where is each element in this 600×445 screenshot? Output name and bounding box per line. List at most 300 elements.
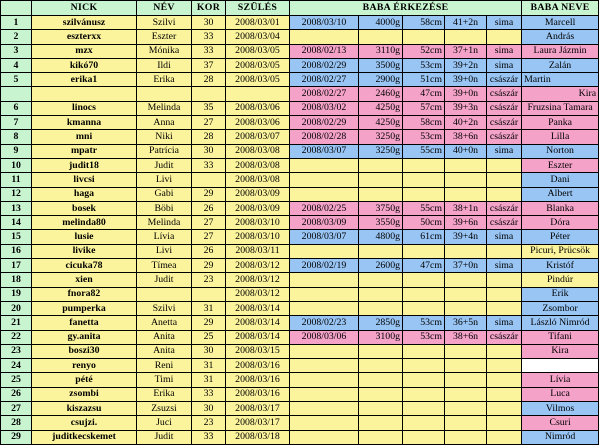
row-index: 9	[1, 144, 32, 158]
table-row	[1, 259, 599, 273]
gestation-cell: 38+6n	[445, 330, 487, 344]
kor-cell: 33	[192, 387, 226, 401]
birth-type-cell: sima	[487, 16, 522, 30]
row-index: 10	[1, 158, 32, 172]
nick-cell: livcsi	[32, 173, 137, 187]
gestation-cell: 38+6n	[445, 130, 487, 144]
arrival-date-cell	[290, 416, 359, 430]
arrival-date-cell: 2008/03/06	[290, 330, 359, 344]
szules-cell: 2008/03/18	[226, 430, 290, 444]
length-cell: 51cm	[403, 73, 445, 87]
weight-cell	[359, 430, 403, 444]
baby-name-cell: Kira	[522, 87, 599, 101]
table-row	[1, 173, 599, 187]
baby-name-cell: Eszter	[522, 158, 599, 172]
length-cell	[403, 430, 445, 444]
weight-cell: 4000g	[359, 16, 403, 30]
baby-name-cell: Lilla	[522, 130, 599, 144]
birth-type-cell	[487, 416, 522, 430]
szules-cell: 2008/03/12	[226, 287, 290, 301]
length-cell: 57cm	[403, 101, 445, 115]
birth-type-cell: sima	[487, 58, 522, 72]
row-index: 24	[1, 359, 32, 373]
nev-cell: Judit	[137, 273, 192, 287]
arrival-date-cell: 2008/02/13	[290, 44, 359, 58]
gestation-cell: 39+4n	[445, 230, 487, 244]
birth-type-cell	[487, 30, 522, 44]
birth-type-cell: császár	[487, 201, 522, 215]
gestation-cell	[445, 387, 487, 401]
length-cell	[403, 187, 445, 201]
arrival-date-cell	[290, 287, 359, 301]
header-index	[1, 1, 32, 16]
header-kor: KOR	[192, 1, 226, 16]
gestation-cell: 39+6n	[445, 216, 487, 230]
birth-type-cell	[487, 158, 522, 172]
kor-cell: 31	[192, 359, 226, 373]
weight-cell: 3250g	[359, 130, 403, 144]
gestation-cell	[445, 244, 487, 258]
kor-cell: 29	[192, 259, 226, 273]
kor-cell: 30	[192, 16, 226, 30]
birth-type-cell: sima	[487, 316, 522, 330]
length-cell	[403, 373, 445, 387]
weight-cell	[359, 187, 403, 201]
length-cell	[403, 158, 445, 172]
weight-cell	[359, 173, 403, 187]
length-cell: 58cm	[403, 16, 445, 30]
szules-cell: 2008/03/16	[226, 387, 290, 401]
length-cell: 53cm	[403, 58, 445, 72]
table-row	[1, 216, 599, 230]
weight-cell	[359, 244, 403, 258]
szules-cell: 2008/03/01	[226, 16, 290, 30]
weight-cell: 3110g	[359, 44, 403, 58]
nick-cell: pumperka	[32, 301, 137, 315]
row-index: 26	[1, 387, 32, 401]
table-row	[1, 359, 599, 373]
nev-cell: Ildi	[137, 58, 192, 72]
baby-name-cell: László Nimród	[522, 316, 599, 330]
weight-cell: 2900g	[359, 73, 403, 87]
nick-cell: mpatr	[32, 144, 137, 158]
weight-cell: 4250g	[359, 116, 403, 130]
weight-cell	[359, 416, 403, 430]
weight-cell: 3250g	[359, 144, 403, 158]
gestation-cell	[445, 158, 487, 172]
length-cell	[403, 387, 445, 401]
weight-cell: 2600g	[359, 259, 403, 273]
table-row	[1, 58, 599, 72]
baby-name-cell: Péter	[522, 230, 599, 244]
szules-cell: 2008/03/10	[226, 230, 290, 244]
birth-type-cell: császár	[487, 216, 522, 230]
birth-type-cell: császár	[487, 87, 522, 101]
kor-cell: 23	[192, 273, 226, 287]
table-row	[1, 287, 599, 301]
arrival-date-cell: 2008/02/28	[290, 130, 359, 144]
row-index: 15	[1, 230, 32, 244]
baby-name-cell: Picuri, Prücsök	[522, 244, 599, 258]
length-cell	[403, 416, 445, 430]
weight-cell	[359, 359, 403, 373]
gestation-cell	[445, 430, 487, 444]
gestation-cell: 39+0n	[445, 87, 487, 101]
gestation-cell: 39+3n	[445, 101, 487, 115]
gestation-cell	[445, 373, 487, 387]
nick-cell: szilvánusz	[32, 16, 137, 30]
arrival-date-cell	[290, 402, 359, 416]
baby-name-cell: Vilmos	[522, 402, 599, 416]
baby-name-cell: Lívia	[522, 373, 599, 387]
szules-cell: 2008/03/06	[226, 116, 290, 130]
gestation-cell: 39+0n	[445, 73, 487, 87]
nick-cell: kmanna	[32, 116, 137, 130]
weight-cell: 3750g	[359, 201, 403, 215]
table-row	[1, 273, 599, 287]
nev-cell: Szilvi	[137, 301, 192, 315]
nev-cell: Judit	[137, 430, 192, 444]
nev-cell	[137, 87, 192, 101]
nick-cell: erika1	[32, 73, 137, 87]
baby-name-cell: Norton	[522, 144, 599, 158]
row-index: 23	[1, 344, 32, 358]
kor-cell: 27	[192, 230, 226, 244]
baby-name-cell: Panka	[522, 116, 599, 130]
nev-cell: Melinda	[137, 101, 192, 115]
nev-cell: Erika	[137, 73, 192, 87]
nick-cell: lusie	[32, 230, 137, 244]
nick-cell: pété	[32, 373, 137, 387]
row-index: 16	[1, 244, 32, 258]
row-index: 11	[1, 173, 32, 187]
nick-cell: cicuka78	[32, 259, 137, 273]
nick-cell: juditkecskemet	[32, 430, 137, 444]
birth-type-cell	[487, 387, 522, 401]
length-cell: 47cm	[403, 259, 445, 273]
baby-name-cell: Albert	[522, 187, 599, 201]
nick-cell: gy.anita	[32, 330, 137, 344]
kor-cell: 33	[192, 30, 226, 44]
kor-cell: 25	[192, 330, 226, 344]
arrival-date-cell: 2008/03/07	[290, 230, 359, 244]
row-index: 21	[1, 316, 32, 330]
birth-type-cell: császár	[487, 73, 522, 87]
baby-name-cell: András	[522, 30, 599, 44]
szules-cell: 2008/03/17	[226, 402, 290, 416]
nev-cell: Juci	[137, 416, 192, 430]
table-row	[1, 116, 599, 130]
length-cell	[403, 244, 445, 258]
nev-cell: Böbi	[137, 201, 192, 215]
weight-cell: 2850g	[359, 316, 403, 330]
length-cell: 55cm	[403, 201, 445, 215]
nick-cell: judit18	[32, 158, 137, 172]
row-index	[1, 87, 32, 101]
nev-cell	[137, 287, 192, 301]
nev-cell: Livi	[137, 173, 192, 187]
arrival-date-cell	[290, 158, 359, 172]
nev-cell: Niki	[137, 130, 192, 144]
kor-cell: 33	[192, 44, 226, 58]
weight-cell: 4800g	[359, 230, 403, 244]
kor-cell: 31	[192, 301, 226, 315]
birth-type-cell	[487, 402, 522, 416]
row-index: 7	[1, 116, 32, 130]
birth-type-cell	[487, 373, 522, 387]
arrival-date-cell: 2008/02/27	[290, 73, 359, 87]
nick-cell: haga	[32, 187, 137, 201]
nick-cell: bosek	[32, 201, 137, 215]
weight-cell	[359, 402, 403, 416]
table-row	[1, 301, 599, 315]
szules-cell: 2008/03/12	[226, 273, 290, 287]
szules-cell: 2008/03/08	[226, 158, 290, 172]
weight-cell: 3500g	[359, 58, 403, 72]
table-row	[1, 158, 599, 172]
nev-cell: Anita	[137, 344, 192, 358]
arrival-date-cell: 2008/03/10	[290, 16, 359, 30]
table-row	[1, 330, 599, 344]
row-index: 8	[1, 130, 32, 144]
header-nev: NÉV	[137, 1, 192, 16]
weight-cell	[359, 373, 403, 387]
weight-cell	[359, 158, 403, 172]
table-row	[1, 316, 599, 330]
nick-cell: melinda80	[32, 216, 137, 230]
nev-cell: Lívia	[137, 230, 192, 244]
kor-cell: 28	[192, 73, 226, 87]
row-index: 19	[1, 287, 32, 301]
nick-cell: livike	[32, 244, 137, 258]
baby-name-cell: Erik	[522, 287, 599, 301]
row-index: 1	[1, 16, 32, 30]
birth-type-cell	[487, 430, 522, 444]
weight-cell	[359, 387, 403, 401]
arrival-date-cell	[290, 344, 359, 358]
gestation-cell	[445, 416, 487, 430]
row-index: 6	[1, 101, 32, 115]
nick-cell: fanetta	[32, 316, 137, 330]
kor-cell: 23	[192, 416, 226, 430]
baby-name-cell: Blanka	[522, 201, 599, 215]
row-index: 14	[1, 216, 32, 230]
szules-cell: 2008/03/16	[226, 373, 290, 387]
kor-cell	[192, 287, 226, 301]
nev-cell: Gabi	[137, 187, 192, 201]
header-row	[1, 1, 599, 16]
birth-type-cell: császár	[487, 101, 522, 115]
gestation-cell: 40+2n	[445, 116, 487, 130]
table-row	[1, 344, 599, 358]
baby-name-cell: Zalán	[522, 58, 599, 72]
gestation-cell: 37+0n	[445, 259, 487, 273]
row-index: 12	[1, 187, 32, 201]
birth-type-cell	[487, 173, 522, 187]
table-row	[1, 387, 599, 401]
birth-type-cell	[487, 187, 522, 201]
szules-cell: 2008/03/05	[226, 73, 290, 87]
nev-cell: Szilvi	[137, 16, 192, 30]
gestation-cell: 40+0n	[445, 144, 487, 158]
szules-cell: 2008/03/09	[226, 187, 290, 201]
kor-cell: 31	[192, 373, 226, 387]
birth-type-cell	[487, 273, 522, 287]
weight-cell	[359, 287, 403, 301]
table-row	[1, 73, 599, 87]
arrival-date-cell	[290, 359, 359, 373]
header-baba-neve: BABA NEVE	[522, 1, 599, 16]
row-index: 20	[1, 301, 32, 315]
szules-cell	[226, 87, 290, 101]
table-row	[1, 416, 599, 430]
length-cell	[403, 344, 445, 358]
nev-cell: Anita	[137, 330, 192, 344]
nev-cell: Livi	[137, 244, 192, 258]
row-index: 4	[1, 58, 32, 72]
arrival-date-cell: 2008/03/02	[290, 101, 359, 115]
birth-type-cell: császár	[487, 116, 522, 130]
gestation-cell: 41+2n	[445, 16, 487, 30]
kor-cell: 29	[192, 316, 226, 330]
nick-cell: linocs	[32, 101, 137, 115]
length-cell	[403, 301, 445, 315]
arrival-date-cell: 2008/03/09	[290, 216, 359, 230]
kor-cell: 30	[192, 402, 226, 416]
szules-cell: 2008/03/11	[226, 244, 290, 258]
nev-cell: Anetta	[137, 316, 192, 330]
weight-cell: 2460g	[359, 87, 403, 101]
table-row	[1, 87, 599, 101]
weight-cell	[359, 344, 403, 358]
gestation-cell	[445, 359, 487, 373]
gestation-cell: 36+5n	[445, 316, 487, 330]
length-cell: 61cm	[403, 230, 445, 244]
table-row	[1, 430, 599, 444]
birth-type-cell: császár	[487, 130, 522, 144]
kor-cell: 30	[192, 144, 226, 158]
kor-cell: 26	[192, 244, 226, 258]
header-baba-erkezese: BABA ÉRKEZÉSE	[290, 1, 522, 16]
kor-cell: 27	[192, 216, 226, 230]
baby-name-cell: Marcell	[522, 16, 599, 30]
length-cell	[403, 273, 445, 287]
szules-cell: 2008/03/16	[226, 359, 290, 373]
row-index: 3	[1, 44, 32, 58]
nick-cell	[32, 87, 137, 101]
row-index: 25	[1, 373, 32, 387]
szules-cell: 2008/03/05	[226, 44, 290, 58]
kor-cell	[192, 173, 226, 187]
baby-name-cell: Csuri	[522, 416, 599, 430]
nick-cell: kiszazsu	[32, 402, 137, 416]
arrival-date-cell: 2008/02/23	[290, 316, 359, 330]
birth-type-cell: császár	[487, 330, 522, 344]
nev-cell: Tímea	[137, 259, 192, 273]
kor-cell: 30	[192, 344, 226, 358]
birth-type-cell	[487, 301, 522, 315]
arrival-date-cell: 2008/02/29	[290, 116, 359, 130]
nev-cell: Eszter	[137, 30, 192, 44]
szules-cell: 2008/03/14	[226, 330, 290, 344]
arrival-date-cell: 2008/03/07	[290, 144, 359, 158]
szules-cell: 2008/03/14	[226, 316, 290, 330]
row-index: 27	[1, 402, 32, 416]
baby-name-cell	[522, 359, 599, 373]
gestation-cell: 38+1n	[445, 201, 487, 215]
row-index: 28	[1, 416, 32, 430]
gestation-cell	[445, 344, 487, 358]
header-nick: NICK	[32, 1, 137, 16]
gestation-cell	[445, 30, 487, 44]
length-cell	[403, 402, 445, 416]
length-cell: 55cm	[403, 144, 445, 158]
arrival-date-cell: 2008/02/25	[290, 201, 359, 215]
nev-cell: Patrícia	[137, 144, 192, 158]
szules-cell: 2008/03/08	[226, 173, 290, 187]
nick-cell: eszterxx	[32, 30, 137, 44]
table-row	[1, 16, 599, 30]
baby-name-cell: Martin	[522, 73, 599, 87]
table-row	[1, 101, 599, 115]
nick-cell: zsombi	[32, 387, 137, 401]
weight-cell: 4250g	[359, 101, 403, 115]
nick-cell: boszi30	[32, 344, 137, 358]
nev-cell: Melinda	[137, 216, 192, 230]
szules-cell: 2008/03/06	[226, 101, 290, 115]
length-cell: 58cm	[403, 116, 445, 130]
table-row	[1, 230, 599, 244]
table-row	[1, 187, 599, 201]
szules-cell: 2008/03/04	[226, 30, 290, 44]
arrival-date-cell	[290, 373, 359, 387]
row-index: 17	[1, 259, 32, 273]
baby-name-cell: Tifani	[522, 330, 599, 344]
weight-cell: 3550g	[359, 216, 403, 230]
gestation-cell	[445, 301, 487, 315]
birth-type-cell: sima	[487, 144, 522, 158]
szules-cell: 2008/03/05	[226, 58, 290, 72]
birth-type-cell	[487, 359, 522, 373]
nick-cell: kikó70	[32, 58, 137, 72]
baby-name-cell: Laura Jázmin	[522, 44, 599, 58]
gestation-cell	[445, 402, 487, 416]
length-cell: 50cm	[403, 216, 445, 230]
baby-name-cell: Kira	[522, 344, 599, 358]
length-cell: 53cm	[403, 316, 445, 330]
row-index: 13	[1, 201, 32, 215]
szules-cell: 2008/03/15	[226, 344, 290, 358]
szules-cell: 2008/03/07	[226, 130, 290, 144]
kor-cell: 27	[192, 116, 226, 130]
row-index: 5	[1, 73, 32, 87]
arrival-date-cell	[290, 301, 359, 315]
table-row	[1, 30, 599, 44]
baby-name-cell: Kristóf	[522, 259, 599, 273]
kor-cell: 29	[192, 187, 226, 201]
arrival-date-cell	[290, 387, 359, 401]
kor-cell: 26	[192, 201, 226, 215]
arrival-date-cell	[290, 273, 359, 287]
nick-cell: fnora82	[32, 287, 137, 301]
length-cell	[403, 30, 445, 44]
arrival-date-cell: 2008/02/19	[290, 259, 359, 273]
baby-name-cell: Dani	[522, 173, 599, 187]
table-row	[1, 130, 599, 144]
birth-type-cell: sima	[487, 259, 522, 273]
arrival-date-cell	[290, 30, 359, 44]
szules-cell: 2008/03/10	[226, 216, 290, 230]
